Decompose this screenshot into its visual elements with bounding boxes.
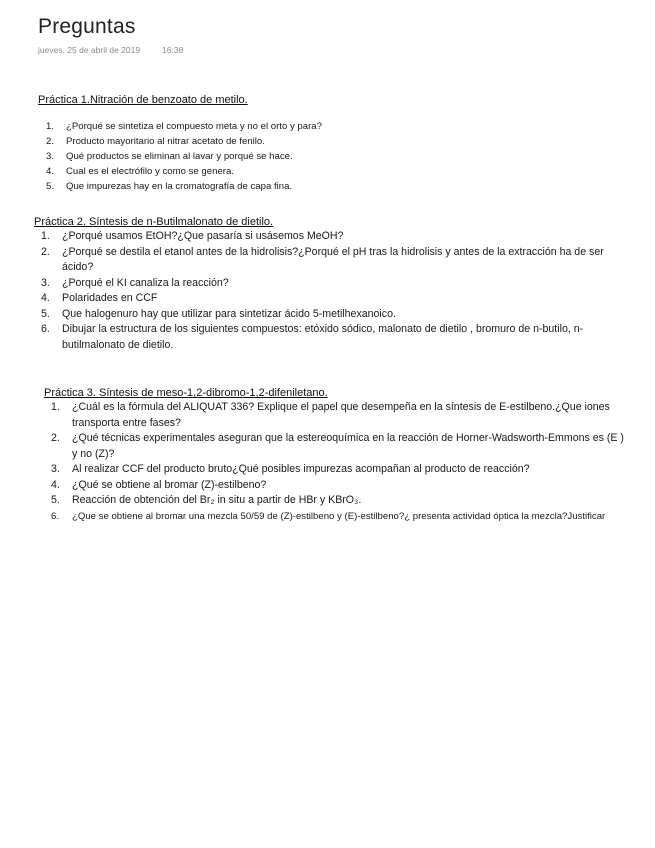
list-number: 3. bbox=[41, 276, 50, 289]
list-item bbox=[44, 509, 624, 525]
question-text: Cual es el electrófilo y como se genera. bbox=[66, 166, 234, 177]
question-text: Que impurezas hay en la cromatografía de capa fina. bbox=[66, 181, 293, 192]
question-text: ¿Porqué usamos EtOH?¿Que pasaría si usásemos MeOH? bbox=[62, 230, 344, 242]
question-text: ¿Porqué el KI canaliza la reacción? bbox=[62, 276, 229, 289]
list-item bbox=[44, 400, 624, 431]
page-title: Preguntas bbox=[38, 15, 136, 38]
section-practica-3 bbox=[44, 387, 624, 524]
question-text: ¿Porqué se sintetiza el compuesto meta y no el orto y para? bbox=[66, 121, 322, 132]
question-text: ¿Que se obtiene al bromar una mezcla 50/59 de (Z)-estilbeno y (E)-estilbeno?¿ presenta actividad óptica la mezcla?Justificar bbox=[72, 510, 606, 522]
question-text: ¿Qué técnicas experimentales aseguran que la estereoquímica en la reacción de Horner-Wadsworth-Emmons es (E ) y no (Z)? bbox=[72, 432, 624, 460]
list-number: 1. bbox=[46, 121, 55, 132]
section-practica-1 bbox=[38, 94, 618, 194]
list-item bbox=[38, 134, 618, 149]
list-item bbox=[34, 307, 624, 323]
list-number: 4. bbox=[51, 478, 60, 491]
section-practica-2 bbox=[34, 216, 624, 353]
list-number: 6. bbox=[51, 510, 60, 522]
list-item bbox=[34, 291, 624, 307]
list-item bbox=[38, 164, 618, 179]
page-time: 16:38 bbox=[162, 45, 184, 55]
list-number: 1. bbox=[41, 230, 50, 242]
question-text: ¿Porqué se destila el etanol antes de la hidrolisis?¿Porqué el pH tras la hidrolisis y antes de la extracción ha de ser ácido? bbox=[62, 245, 604, 273]
list-number: 5. bbox=[41, 307, 50, 320]
list-number: 5. bbox=[46, 181, 55, 192]
list-number: 3. bbox=[46, 151, 55, 162]
question-text: ¿Qué se obtiene al bromar (Z)-estilbeno? bbox=[72, 478, 267, 491]
question-text: Qué productos se eliminan al lavar y porqué se hace. bbox=[66, 151, 293, 162]
question-text: Reacción de obtención del Br₂ in situ a partir de HBr y KBrO₃. bbox=[72, 494, 362, 506]
question-text: Dibujar la estructura de los siguientes compuestos: etóxido sódico, malonato de dietilo , bromuro de n-butilo, n-butilmalonato de dietilo. bbox=[62, 323, 584, 351]
list-number: 1. bbox=[51, 401, 60, 413]
list-item bbox=[38, 119, 618, 134]
list-item bbox=[38, 179, 618, 194]
question-text: Polaridades en CCF bbox=[62, 292, 158, 304]
page-timestamp bbox=[38, 45, 183, 55]
list-item bbox=[34, 276, 624, 292]
question-text: Que halogenuro hay que utilizar para sintetizar ácido 5-metilhexanoico. bbox=[62, 307, 396, 320]
list-item bbox=[44, 462, 624, 478]
list-number: 4. bbox=[41, 292, 50, 304]
question-list bbox=[44, 400, 624, 524]
list-number: 2. bbox=[41, 245, 50, 258]
list-number: 2. bbox=[51, 432, 60, 444]
list-item bbox=[34, 245, 624, 276]
question-list bbox=[34, 229, 624, 353]
list-number: 4. bbox=[46, 166, 55, 177]
list-item bbox=[34, 229, 624, 245]
list-item bbox=[44, 431, 624, 462]
section-heading: Práctica 2. Síntesis de n-Butilmalonato de dietilo. bbox=[34, 216, 274, 228]
question-text: ¿Cuál es la fórmula del ALIQUAT 336? Explique el papel que desempeña en la síntesis de E-estilbeno.¿Que iones transporta entre fases? bbox=[72, 401, 610, 429]
list-item bbox=[34, 322, 624, 353]
section-heading: Práctica 3. Síntesis de meso-1,2-dibromo-1,2-difeniletano. bbox=[44, 387, 328, 399]
page-date: jueves, 25 de abril de 2019 bbox=[38, 45, 141, 55]
section-heading: Práctica 1.Nitración de benzoato de metilo. bbox=[38, 94, 248, 106]
question-text: Al realizar CCF del producto bruto¿Qué posibles impurezas acompañan al producto de reacción? bbox=[72, 463, 530, 475]
list-item bbox=[44, 478, 624, 494]
list-number: 3. bbox=[51, 463, 60, 475]
list-item bbox=[44, 493, 624, 509]
question-text: Producto mayoritario al nitrar acetato de fenilo. bbox=[66, 136, 265, 147]
list-number: 6. bbox=[41, 323, 50, 335]
list-number: 2. bbox=[46, 136, 55, 147]
list-item bbox=[38, 149, 618, 164]
question-list bbox=[38, 119, 618, 194]
list-number: 5. bbox=[51, 494, 60, 506]
